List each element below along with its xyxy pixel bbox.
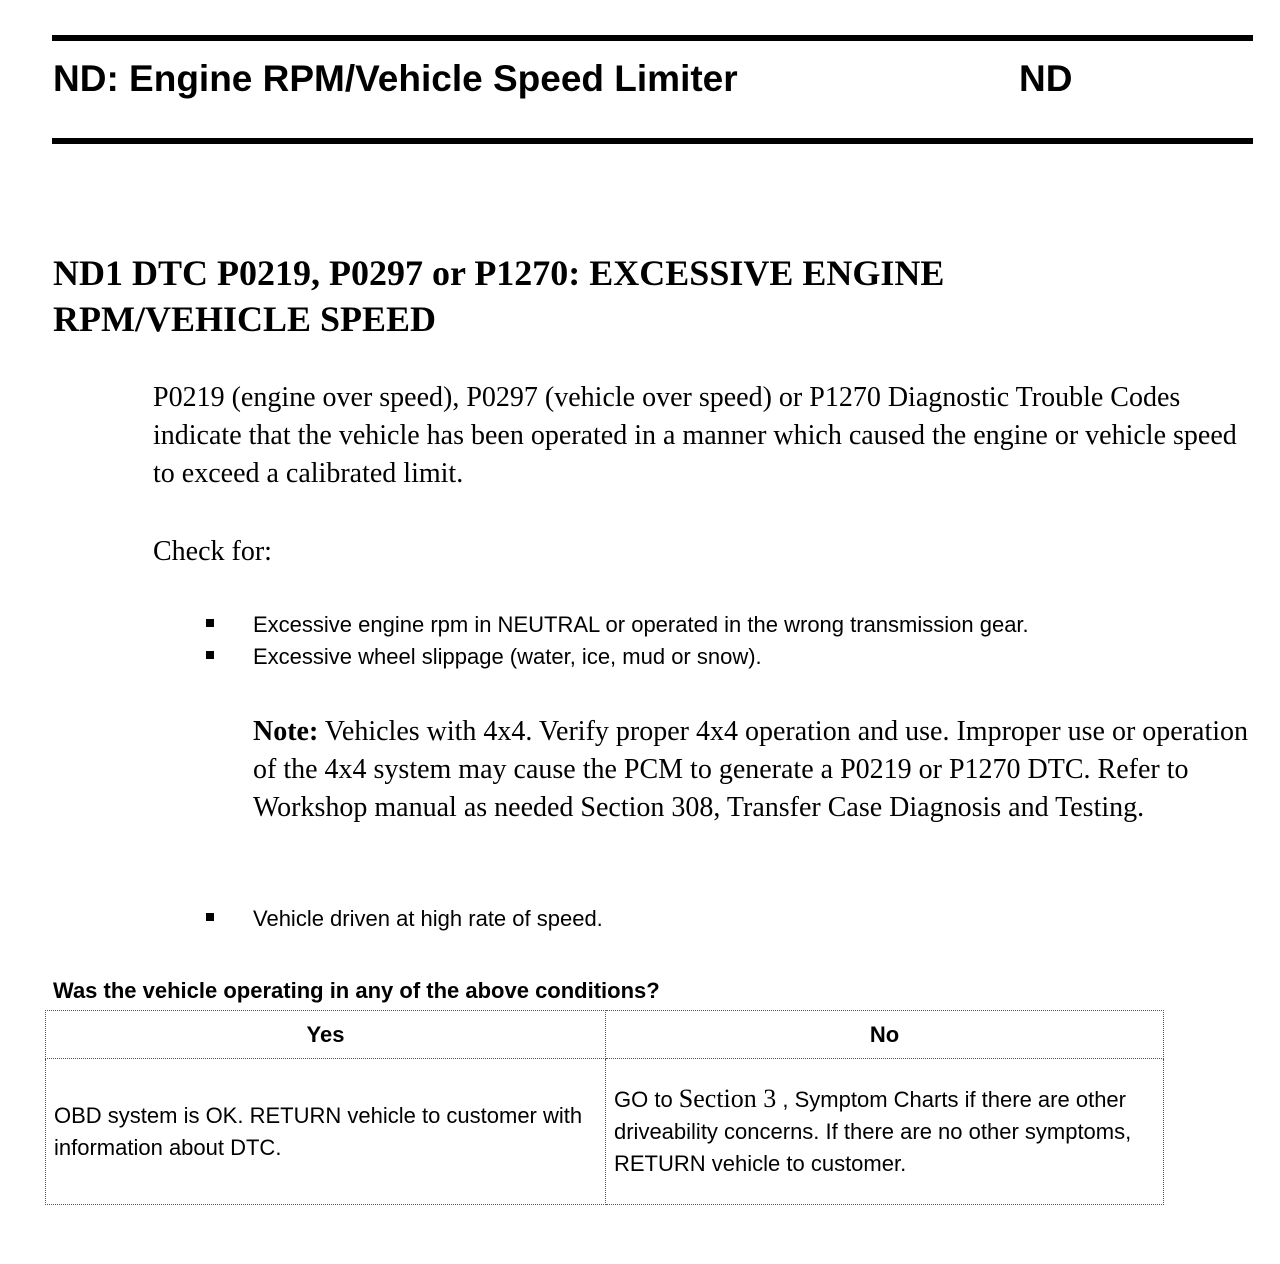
list-item-text: Excessive engine rpm in NEUTRAL or operated in the wrong transmission gear. xyxy=(253,612,1029,637)
bullet-icon xyxy=(206,619,214,627)
bullet-icon xyxy=(206,913,214,921)
decision-table xyxy=(45,1010,1164,1205)
bullet-icon xyxy=(206,651,214,659)
decision-question: Was the vehicle operating in any of the above conditions? xyxy=(53,978,660,1003)
section-3-link[interactable]: Section 3 xyxy=(678,1084,777,1113)
no-action-prefix: GO to xyxy=(614,1087,679,1112)
list-item-text: Excessive wheel slippage (water, ice, mud or snow). xyxy=(253,644,762,669)
note-text: Vehicles with 4x4. Verify proper 4x4 operation and use. Improper use or operation of the 4x4 system may cause the PCM to generate a P0219 or P1270 DTC. Refer to Workshop manual as needed Section 308, Transfer Case Diagnosis and Testing. xyxy=(253,716,1249,823)
page-code: ND xyxy=(1019,58,1073,99)
section-heading: ND1 DTC P0219, P0297 or P1270: EXCESSIVE ENGINE RPM/VEHICLE SPEED xyxy=(53,253,945,339)
header-rule-bottom xyxy=(52,138,1253,144)
column-header-yes: Yes xyxy=(46,1011,606,1059)
table-header-row xyxy=(46,1011,1164,1059)
yes-action-cell: OBD system is OK. RETURN vehicle to customer with information about DTC. xyxy=(46,1059,606,1205)
list-item-text: Vehicle driven at high rate of speed. xyxy=(253,906,603,931)
header-rule-top xyxy=(52,35,1253,41)
intro-paragraph: P0219 (engine over speed), P0297 (vehicle over speed) or P1270 Diagnostic Trouble Codes indicate that the vehicle has been operated in a manner which caused the engine or vehicle speed to exceed a calibrated limit. xyxy=(153,382,1237,489)
note-label: Note: xyxy=(253,716,319,747)
note-paragraph xyxy=(253,713,1253,827)
no-action-suffix: , Symptom Charts if there are other driveability concerns. If there are no other symptoms, RETURN vehicle to customer. xyxy=(614,1087,1132,1176)
no-action-cell xyxy=(606,1059,1164,1205)
column-header-no: No xyxy=(606,1011,1164,1059)
page-title: ND: Engine RPM/Vehicle Speed Limiter xyxy=(53,58,738,99)
check-for-label: Check for: xyxy=(153,536,272,567)
table-row xyxy=(46,1059,1164,1205)
